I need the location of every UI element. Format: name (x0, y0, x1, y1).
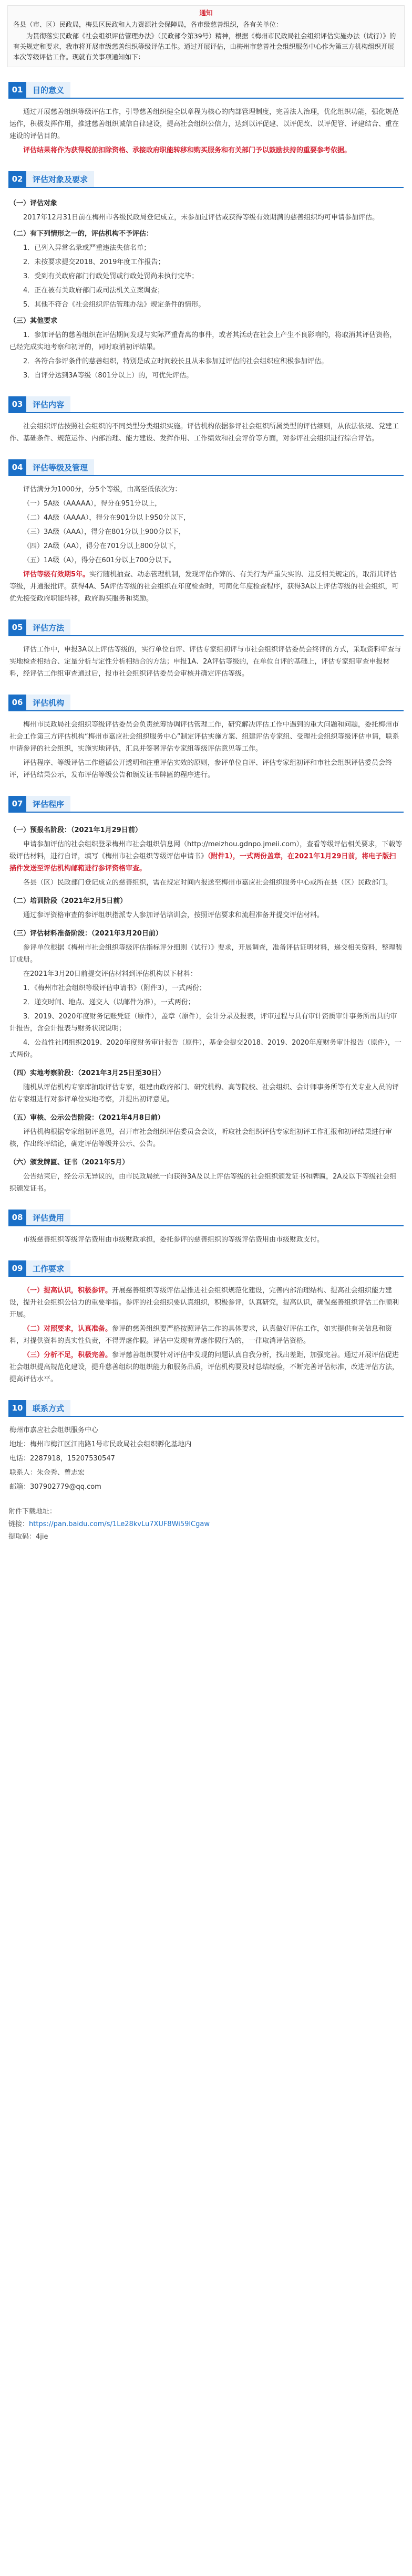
requirement-text: 参评的慈善组织要严格按照评估工作的具体要求，认真做好评估工作，如实提供有关信息和资料，对提供资料的真实性负责，不得弄虚作假。评估中发现有弄虚作假行为的，一律取消评估资格。 (9, 1325, 393, 1345)
highlight-text: 评估等级有效期5年。 (23, 571, 90, 579)
section-03 (8, 396, 404, 445)
section-09 (8, 1260, 404, 1385)
paragraph-text: 申请参加评估的社会组织登录梅州市社会组织信息网（http://meizhou.gdnpo.jmeii.com），查看等级评估相关要求，下载等级评估材料，进行自评，填写《梅州市社会组织等级评估申请书》 (9, 840, 403, 860)
section-number: 09 (8, 1260, 26, 1276)
download-link-row (8, 1518, 404, 1531)
section-header (8, 695, 404, 711)
section-body (8, 188, 404, 382)
section-body (8, 1226, 404, 1246)
section-title: 评估内容 (26, 396, 70, 412)
section-title: 评估等级及管理 (26, 459, 94, 475)
section-header (8, 82, 404, 99)
extract-code-row (8, 1531, 404, 1543)
notice-title (13, 8, 399, 18)
highlight-text: （附件1），一式两份盖章，在2021年1月29日前，将电子版扫描件发送至评估机构邮箱进行参评资格审查。 (9, 853, 396, 872)
paragraph: 评估机构根据专家组初评意见，召开市社会组织评估委员会会议，听取社会组织评估专家组初评工作汇报和初评结果进行审核，作出终评结论，确定评估等级并公示、公告。 (9, 1128, 393, 1148)
contact-phone: 电话：2287918，15207530547 (9, 1455, 115, 1463)
section-title: 目的意义 (26, 82, 70, 98)
section-header (8, 459, 404, 476)
section-number: 05 (8, 619, 26, 635)
section-header (8, 171, 404, 188)
list-item: 3．受到有关政府部门行政处罚或行政处罚尚未执行完毕； (23, 272, 199, 280)
phase-heading: （一）预报名阶段：（2021年1月29日前） (9, 826, 142, 834)
highlight-paragraph: 评估结果将作为获得税前扣除资格、承接政府职能转移和购买服务和有关部门予以鼓励扶持的重要参考依据。 (23, 146, 352, 154)
subheading: （三）其他要求 (9, 317, 58, 325)
section-08 (8, 1210, 404, 1246)
list-item: 1．参加评估的慈善组织在评估期间发现与实际严重背离的事件，或者其活动在社会上产生不良影响的，将取消其评估资格，已经完成实地考察和初评的，同时取消初评结果。 (9, 331, 397, 351)
paragraph: 参评单位根据《梅州市社会组织等级评估指标评分细则（试行）》要求，开展调查，准备评估证明材料，递交相关资料，整理装订成册。 (9, 944, 403, 964)
paragraph: 各县（区）民政部门登记成立的慈善组织，需在规定时间内报送至梅州市嘉应社会组织服务中心或所在县（区）民政部门。 (23, 879, 393, 887)
phase-heading: （二）培训阶段（2021年2月5日前） (9, 897, 127, 905)
section-body (8, 636, 404, 680)
section-06 (8, 695, 404, 781)
paragraph: 评估程序、等级评估工作遵循公开透明和注重评估实效的原则，参评单位自评、评估专家组初评和市社会组织评估委员会终评，评估结果公示，发布评估等级公告和颁发证书牌匾的程序进行。 (9, 759, 393, 779)
contact-address: 地址：梅州市梅江区江南路1号市民政局社会组织孵化基地内 (9, 1441, 192, 1448)
section-title: 评估费用 (26, 1210, 70, 1225)
paragraph: 随机从评估机构专家库抽取评估专家，组建由政府部门、研究机构、高等院校、社会组织、会计师事务所等有关专业人员的评估专家组进行对参评单位实地考察，并提出初评意见。 (9, 1084, 399, 1103)
requirement-lead: （三）分析不足，积极完善。 (23, 1351, 112, 1359)
code-label: 提取码： (8, 1533, 36, 1541)
section-07 (8, 796, 404, 1195)
section-body (8, 813, 404, 1195)
section-title: 评估方法 (26, 619, 70, 635)
grade-item: （二）4A级（AAAA），得分在901分以上950分以下， (23, 514, 190, 522)
phase-heading: （五）审核、公示公告阶段：（2021年4月8日前） (9, 1114, 164, 1122)
paragraph: 2017年12月31日前在梅州市各级民政局登记成立，未参加过评估或获得等级有效期满的慈善组织均可申请参加评估。 (23, 214, 379, 222)
grade-item: （三）3A级（AAA），得分在801分以上900分以下， (23, 528, 186, 536)
section-body (8, 413, 404, 445)
section-header (8, 619, 404, 636)
paragraph: 通过开展慈善组织等级评估工作，引导慈善组织健全以章程为核心的内部管理制度，完善法人治理，优化组织功能，强化规范运作，积极发挥作用，推进慈善组织诚信自律建设，提高社会组织公信力，达到以评促建、以评促改、以评促管、评建结合、重在建设的评估目的。 (9, 108, 399, 140)
paragraph (9, 569, 403, 605)
paragraph: 市级慈善组织等级评估费用由市级财政承担，委托参评的慈善组织的等级评估费用由市级财政支付。 (23, 1236, 324, 1244)
requirement-text: 开展慈善组织等级评估是推进社会组织规范化建设，完善内部治理结构、提高社会组织能力建设，提升社会组织公信力的重要举措。参评的社会组织要认真组织，积极参评，认真研究，提高认识，确保慈善组织评估工作顺利开展。 (9, 1287, 399, 1319)
notice-body: 为贯彻落实民政部《社会组织评估管理办法》（民政部令第39号）精神，根据《梅州市民政局社会组织评估实施办法（试行）》的有关规定和要求，我市将开展市级慈善组织等级评估工作。通过开展评估，由梅州市慈善社会组织服务中心作为第三方机构组织开展本次等级评估工作。现就有关事项通知如下： (13, 32, 396, 61)
notice-tag: 通知 (199, 9, 213, 17)
section-body (8, 711, 404, 781)
list-item: 2．未按要求提交2018、2019年度工作报告； (23, 258, 165, 266)
section-title: 评估机构 (26, 695, 70, 710)
list-item: 3．2019、2020年度财务记账凭证（原件），盖章（原件），会计分录及报表，评审过程与具有审计资质审计事务所出具的审计报告，含会计报表与财务状况说明； (9, 1013, 397, 1033)
section-body (8, 476, 404, 605)
section-body (8, 1277, 404, 1385)
section-header (8, 1260, 404, 1277)
notice-addressee: 各县（市、区）民政局，梅县区民政和人力资源社会保障局，各市级慈善组织，各有关单位： (13, 20, 283, 28)
section-header (8, 396, 404, 413)
list-item: 3．自评分达到3A等级（801分以上）的，可优先评估。 (23, 372, 193, 380)
grade-item: （一）5A级（AAAAA），得分在951分以上， (23, 500, 162, 508)
section-number: 02 (8, 171, 26, 187)
paragraph: 评估工作中，申报3A以上评估等级的，实行单位自评、评估专家组初评与市社会组织评估委员会终评的方式，采取资料审查与实地检查相结合、定量分析与定性分析相结合的方法；申报1A、2A评估等级的，在单位自评的基础上，评估专家组审查申报材料，经评估工作组审查通过后，报市社会组织评估委员会审核并确定评估等级。 (9, 646, 401, 678)
grade-item: （五）1A级（A），得分在601分以上700分以下。 (23, 556, 176, 564)
section-number: 03 (8, 396, 26, 412)
list-item: 2．各符合参评条件的慈善组织，特别是成立时间较长且从未参加过评估的社会组织应积极参加评估。 (23, 358, 328, 365)
notice-box (7, 5, 405, 67)
section-body (8, 1417, 404, 1493)
section-02 (8, 171, 404, 382)
contact-org: 梅州市嘉应社会组织服务中心 (9, 1426, 99, 1434)
contact-email: 邮箱：307902779@qq.com (9, 1483, 101, 1491)
download-link[interactable]: https://pan.baidu.com/s/1Le28kvLu7XUF8Wi59lCgaw (29, 1520, 210, 1528)
paragraph: 公告结束后，经公示无异议的，由市民政局统一向获得3A及以上评估等级的社会组织颁发证书和牌匾，2A及以下等级社会组织颁发证书。 (9, 1173, 397, 1193)
phase-heading: （六）颁发牌匾、证书（2021年5月） (9, 1159, 129, 1166)
section-body (8, 99, 404, 156)
list-item: 5．其他不符合《社会组织评估管理办法》规定条件的情形。 (23, 301, 205, 309)
list-item: 4．公益性社团组织2019、2020年度财务审计报告（原件），基金会提交2018、2019、2020年度财务审计报告（原件），一式两份。 (9, 1039, 401, 1059)
grade-item: （四）2A级（AA），得分在701分以上800分以下， (23, 542, 181, 550)
section-header (8, 1210, 404, 1226)
subheading: （一）评估对象 (9, 199, 58, 207)
requirement-item (9, 1349, 403, 1385)
section-number: 04 (8, 459, 26, 475)
section-header (8, 796, 404, 813)
requirement-lead: （二）对照要求，认真准备。 (23, 1325, 112, 1333)
attachment-footer (8, 1506, 404, 1543)
list-item: 1．已列入异常名录或严重违法失信名单； (23, 244, 151, 252)
requirement-text: 参评慈善组织要针对评估中发现的问题认真自我分析，找出差距，加强完善。通过开展评估促进社会组织提高规范化建设，提升慈善组织的组织能力和服务品质，评估机构要及时总结经验，不断完善评估标准，改进评估方法，提高评估水平。 (9, 1351, 399, 1383)
phase-heading: （四）实地考察阶段：（2021年3月25日至30日） (9, 1069, 165, 1077)
list-item: 2．递交时间、地点、递交人（以邮件为准），一式两份； (23, 998, 195, 1006)
subheading: （二）有下列情形之一的，评估机构不予评估： (9, 230, 153, 238)
paragraph: 通过参评资格审查的参评组织指派专人参加评估培训会，按照评估要求和流程准备并提交评估材料。 (23, 911, 324, 919)
contact-person: 联系人：朱金秀、曾志宏 (9, 1469, 85, 1477)
paragraph-text: 实行随机抽查、动态管理机制，发现评估作弊的、有关行为严重失实的、违反相关规定的，取消其评估等级，并通报批评。获得4A、5A评估等级的社会组织在年度检查时，可简化年度检查程序，获得3A以上评估等级的社会组织，可优先接受政府职能转移，政府购买服务和奖励。 (9, 571, 399, 603)
section-number: 08 (8, 1210, 26, 1225)
section-01 (8, 82, 404, 156)
section-title: 评估程序 (26, 796, 70, 812)
paragraph: 社会组织评估按照社会组织的不同类型分类组织实施。评估机构依据参评社会组织所属类型的评估细则，从依法依规、党建工作、基础条件、规范运作、内部治理、能力建设、发挥作用、工作绩效和社会评价等方面，对参评社会组织进行综合评估。 (9, 423, 399, 443)
section-number: 06 (8, 695, 26, 710)
section-title: 联系方式 (26, 1400, 70, 1416)
section-10 (8, 1400, 404, 1493)
section-number: 07 (8, 796, 26, 812)
extract-code: 4jie (36, 1533, 48, 1541)
section-title: 评估对象及要求 (26, 171, 94, 187)
section-number: 10 (8, 1400, 26, 1416)
section-number: 01 (8, 82, 26, 98)
section-title: 工作要求 (26, 1260, 70, 1276)
section-05 (8, 619, 404, 680)
paragraph: 评估满分为1000分，分5个等级，由高至低依次为： (23, 486, 182, 493)
paragraph (9, 838, 403, 875)
requirement-item (9, 1285, 403, 1321)
list-item: 4．正在被有关政府部门或司法机关立案调查； (23, 287, 164, 295)
phase-heading: （三）评估材料准备阶段：（2021年3月20日前） (9, 930, 162, 938)
section-04 (8, 459, 404, 605)
paragraph: 梅州市民政局社会组织等级评估委员会负责统筹协调评估管理工作，研究解决评估工作中遇到的重大问题和问题，委托梅州市社会工作第三方评估机构“梅州市嘉应社会组织服务中心”制定评估实施方案、组建评估专家组、受理社会组织等级评估申请，联系申请参评的社会组织，实施实地评估，汇总并签署评估专家组等级评估意见等工作。 (9, 721, 399, 753)
paragraph: 在2021年3月20日前提交评估材料到评估机构以下材料： (23, 970, 197, 978)
requirement-item (9, 1323, 403, 1347)
section-header (8, 1400, 404, 1417)
link-label: 链接： (8, 1520, 29, 1528)
attach-label: 附件下载地址： (8, 1508, 57, 1516)
requirement-lead: （一）提高认识，积极参评。 (23, 1287, 112, 1295)
list-item: 1．《梅州市社会组织等级评估申请书》（附件3），一式两份； (23, 984, 207, 992)
